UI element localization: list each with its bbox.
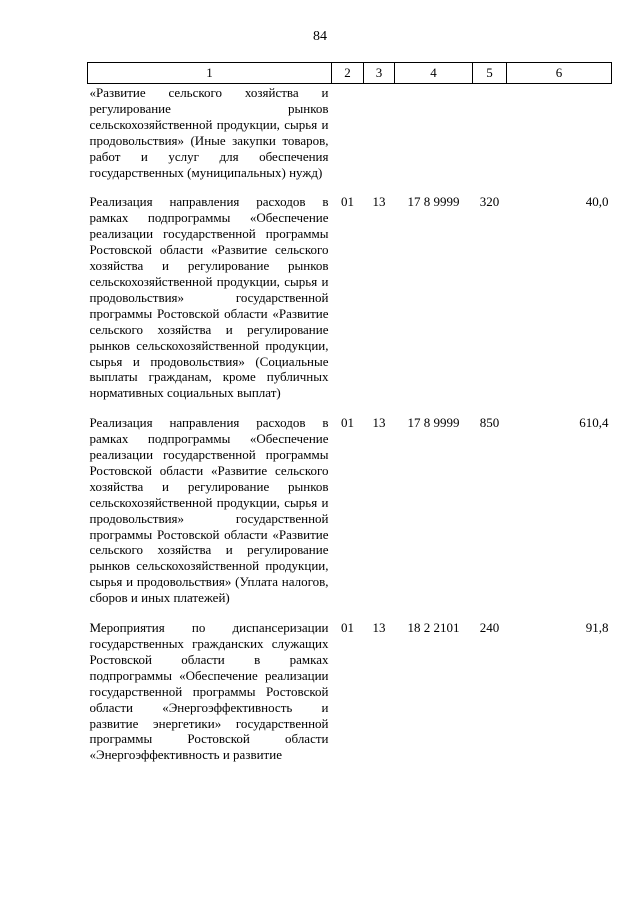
row-expense-type: 240 bbox=[479, 620, 500, 636]
row-target-article bbox=[395, 84, 473, 194]
column-header-6: 6 bbox=[507, 63, 612, 84]
table-row bbox=[88, 414, 612, 619]
column-header-3: 3 bbox=[364, 63, 395, 84]
row-amount: 610,4 bbox=[579, 415, 609, 431]
row-expense-type: 850 bbox=[479, 415, 500, 431]
table-row bbox=[88, 84, 612, 194]
row-target-article: 17 8 9999 bbox=[407, 415, 460, 431]
row-section: 01 bbox=[341, 415, 354, 431]
row-description: Реализация направления расходов в рамках подпрограммы «Обеспечение реализации государственной программы Ростовской области «Развитие сельского хозяйства и регулирование рынков сельскохозяйственной продукции, сырья и продовольствия» государственной программы Ростовской области «Развитие сельского хозяйства и регулирование рынков сельскохозяйственной продукции, сырья и продовольствия» (Социальные выплаты гражданам, кроме публичных нормативных социальных выплат) bbox=[89, 194, 329, 401]
row-section bbox=[332, 84, 364, 194]
row-amount: 91,8 bbox=[585, 620, 609, 636]
row-expense-type bbox=[473, 84, 507, 194]
row-description: «Развитие сельского хозяйства и регулирование рынков сельскохозяйственной продукции, сырья и продовольствия» (Иные закупки товаров, работ и услуг для обеспечения государственных (муниципальных) нужд) bbox=[89, 85, 329, 180]
table-header-row bbox=[88, 63, 612, 84]
table-row bbox=[88, 193, 612, 414]
row-amount: 40,0 bbox=[585, 194, 609, 210]
row-description: Реализация направления расходов в рамках подпрограммы «Обеспечение реализации государственной программы Ростовской области «Развитие сельского хозяйства и регулирование рынков сельскохозяйственной продукции, сырья и продовольствия» государственной программы Ростовской области «Развитие сельского хозяйства и регулирование рынков сельскохозяйственной продукции, сырья и продовольствия» (Уплата налогов, сборов и иных платежей) bbox=[89, 415, 329, 606]
row-subsection: 13 bbox=[372, 620, 386, 636]
row-amount bbox=[507, 84, 612, 194]
column-header-5: 5 bbox=[473, 63, 507, 84]
row-section: 01 bbox=[341, 620, 354, 636]
row-target-article: 17 8 9999 bbox=[407, 194, 460, 210]
row-target-article: 18 2 2101 bbox=[407, 620, 460, 636]
page-number: 84 bbox=[313, 29, 327, 44]
column-header-4: 4 bbox=[395, 63, 473, 84]
row-subsection bbox=[364, 84, 395, 194]
table-row bbox=[88, 619, 612, 776]
row-subsection: 13 bbox=[372, 194, 386, 210]
row-expense-type: 320 bbox=[479, 194, 500, 210]
row-description: Мероприятия по диспансеризации государственных гражданских служащих Ростовской области в рамках подпрограммы «Обеспечение реализации государственной программы Ростовской области «Энергоэффективность и развитие энергетики» государственной программы Ростовской области «Энергоэффективность и развитие bbox=[89, 620, 329, 763]
row-subsection: 13 bbox=[372, 415, 386, 431]
row-section: 01 bbox=[341, 194, 354, 210]
budget-table bbox=[87, 62, 612, 776]
column-header-1: 1 bbox=[88, 63, 332, 84]
column-header-2: 2 bbox=[332, 63, 364, 84]
